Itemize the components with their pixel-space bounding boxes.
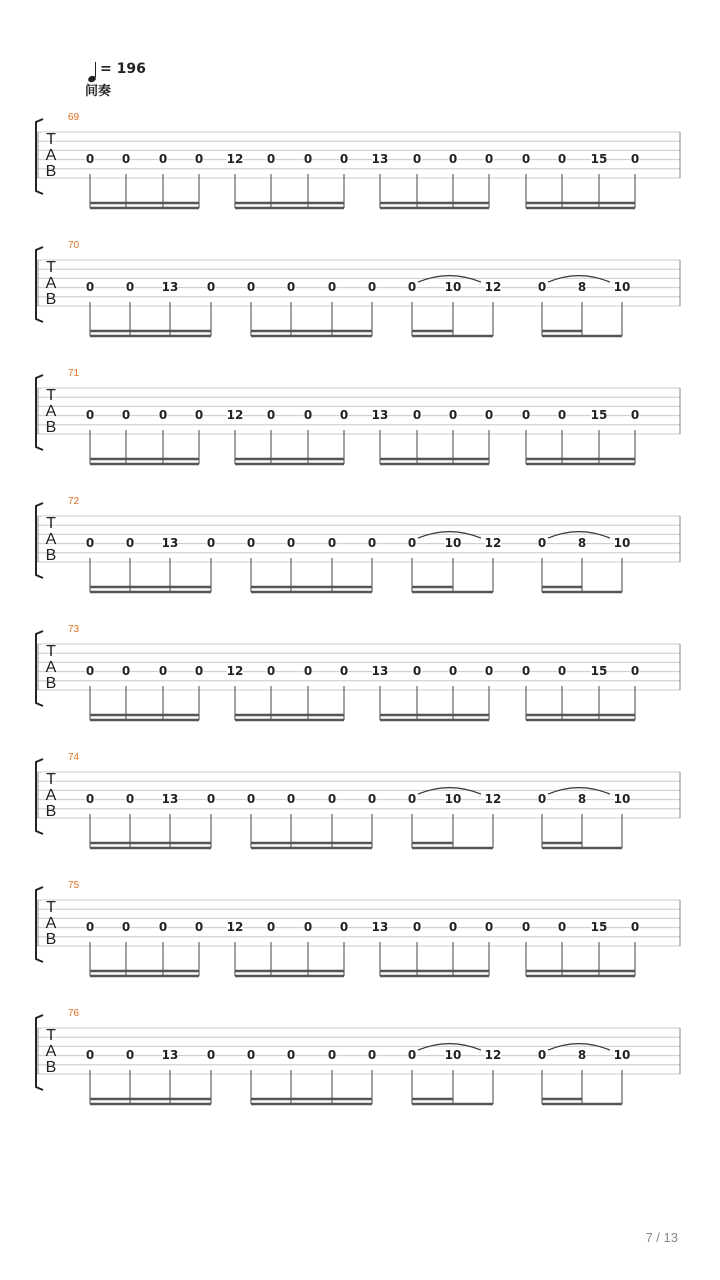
fret-number: 8 — [577, 792, 587, 807]
fret-number: 0 — [85, 664, 95, 679]
fret-number: 0 — [339, 152, 349, 167]
fret-number: 0 — [158, 664, 168, 679]
fret-number: 0 — [85, 920, 95, 935]
fret-number: 12 — [484, 792, 502, 807]
tab-clef-letter: T — [46, 771, 56, 788]
fret-number: 15 — [590, 152, 608, 167]
measure-number: 72 — [68, 496, 80, 507]
system-bracket — [36, 375, 43, 450]
tab-clef-letter: A — [45, 275, 57, 292]
fret-number: 13 — [161, 280, 179, 295]
fret-number: 12 — [484, 1048, 502, 1063]
fret-number: 0 — [367, 792, 377, 807]
fret-number: 0 — [521, 408, 531, 423]
fret-number: 15 — [590, 664, 608, 679]
fret-number: 0 — [339, 664, 349, 679]
fret-number: 13 — [371, 664, 389, 679]
tab-system — [36, 624, 680, 720]
tab-clef-letter: T — [46, 387, 56, 404]
fret-number: 0 — [206, 536, 216, 551]
fret-number: 0 — [448, 920, 458, 935]
tab-clef-letter: T — [46, 515, 56, 532]
tab-clef-letter: T — [46, 899, 56, 916]
fret-number: 10 — [444, 1048, 462, 1063]
fret-number: 13 — [161, 792, 179, 807]
tab-clef-letter: B — [45, 803, 57, 820]
fret-number: 0 — [407, 1048, 417, 1063]
fret-number: 0 — [194, 664, 204, 679]
fret-number: 0 — [521, 664, 531, 679]
measure-number: 73 — [68, 624, 80, 635]
system-bracket — [36, 503, 43, 578]
fret-number: 10 — [444, 792, 462, 807]
system-bracket — [36, 119, 43, 194]
fret-number: 0 — [537, 1048, 547, 1063]
tab-system — [36, 368, 680, 464]
fret-number: 13 — [161, 536, 179, 551]
fret-number: 0 — [327, 280, 337, 295]
tab-clef-letter: T — [46, 1027, 56, 1044]
measure-number: 74 — [68, 752, 80, 763]
page-number: 7 / 13 — [645, 1230, 678, 1245]
tab-clef-letter: A — [45, 915, 57, 932]
fret-number: 0 — [630, 920, 640, 935]
system-bracket — [36, 759, 43, 834]
system-bracket — [36, 631, 43, 706]
fret-number: 0 — [630, 152, 640, 167]
fret-number: 13 — [161, 1048, 179, 1063]
fret-number: 0 — [303, 408, 313, 423]
fret-number: 13 — [371, 408, 389, 423]
fret-number: 15 — [590, 408, 608, 423]
system-bracket — [36, 887, 43, 962]
tab-system — [36, 112, 680, 208]
tab-clef-letter: T — [46, 259, 56, 276]
fret-number: 0 — [206, 1048, 216, 1063]
tab-clef-letter: A — [45, 1043, 57, 1060]
tab-clef-letter: B — [45, 291, 57, 308]
fret-number: 0 — [303, 920, 313, 935]
tab-system — [36, 880, 680, 976]
tab-system — [36, 496, 680, 592]
fret-number: 0 — [327, 792, 337, 807]
tab-clef-letter: A — [45, 147, 57, 164]
fret-number: 0 — [407, 792, 417, 807]
fret-number: 12 — [484, 536, 502, 551]
fret-number: 0 — [407, 280, 417, 295]
measure-number: 76 — [68, 1008, 80, 1019]
fret-number: 0 — [158, 920, 168, 935]
fret-number: 0 — [246, 536, 256, 551]
fret-number: 0 — [194, 152, 204, 167]
fret-number: 0 — [286, 280, 296, 295]
tab-clef-letter: B — [45, 675, 57, 692]
fret-number: 0 — [448, 664, 458, 679]
fret-number: 0 — [367, 1048, 377, 1063]
fret-number: 0 — [85, 280, 95, 295]
tab-system — [36, 1008, 680, 1104]
fret-number: 0 — [521, 152, 531, 167]
tab-clef-letter: B — [45, 419, 57, 436]
system-bracket — [36, 247, 43, 322]
fret-number: 0 — [85, 792, 95, 807]
fret-number: 0 — [448, 408, 458, 423]
measure-number: 71 — [68, 368, 80, 379]
tab-clef-letter: B — [45, 547, 57, 564]
fret-number: 0 — [327, 536, 337, 551]
fret-number: 0 — [125, 792, 135, 807]
tab-clef-letter: A — [45, 403, 57, 420]
fret-number: 0 — [158, 152, 168, 167]
fret-number: 0 — [412, 408, 422, 423]
tab-clef-letter: B — [45, 931, 57, 948]
fret-number: 0 — [537, 792, 547, 807]
fret-number: 0 — [246, 280, 256, 295]
fret-number: 0 — [407, 536, 417, 551]
fret-number: 0 — [630, 408, 640, 423]
fret-number: 0 — [121, 152, 131, 167]
fret-number: 0 — [121, 664, 131, 679]
fret-number: 15 — [590, 920, 608, 935]
fret-number: 10 — [613, 1048, 631, 1063]
fret-number: 0 — [85, 536, 95, 551]
fret-number: 0 — [121, 920, 131, 935]
fret-number: 0 — [286, 536, 296, 551]
fret-number: 0 — [206, 280, 216, 295]
tab-clef-letter: A — [45, 531, 57, 548]
fret-number: 8 — [577, 280, 587, 295]
fret-number: 0 — [266, 664, 276, 679]
fret-number: 10 — [613, 280, 631, 295]
tab-system — [36, 752, 680, 848]
fret-number: 0 — [206, 792, 216, 807]
fret-number: 0 — [537, 536, 547, 551]
fret-number: 0 — [521, 920, 531, 935]
fret-number: 0 — [303, 664, 313, 679]
fret-number: 12 — [484, 280, 502, 295]
fret-number: 0 — [412, 664, 422, 679]
fret-number: 0 — [266, 920, 276, 935]
fret-number: 8 — [577, 1048, 587, 1063]
fret-number: 0 — [194, 920, 204, 935]
fret-number: 0 — [85, 152, 95, 167]
fret-number: 0 — [537, 280, 547, 295]
fret-number: 0 — [286, 792, 296, 807]
fret-number: 8 — [577, 536, 587, 551]
fret-number: 0 — [339, 408, 349, 423]
fret-number: 0 — [630, 664, 640, 679]
fret-number: 0 — [367, 536, 377, 551]
measure-number: 75 — [68, 880, 80, 891]
fret-number: 12 — [226, 152, 244, 167]
tempo-value: = 196 — [100, 61, 146, 77]
tab-clef-letter: B — [45, 163, 57, 180]
fret-number: 0 — [557, 920, 567, 935]
fret-number: 12 — [226, 408, 244, 423]
fret-number: 0 — [367, 280, 377, 295]
measure-number: 70 — [68, 240, 80, 251]
fret-number: 0 — [484, 664, 494, 679]
tab-clef-letter: T — [46, 131, 56, 148]
fret-number: 0 — [125, 536, 135, 551]
fret-number: 0 — [246, 1048, 256, 1063]
fret-number: 13 — [371, 920, 389, 935]
fret-number: 0 — [85, 1048, 95, 1063]
tab-clef-letter: T — [46, 643, 56, 660]
fret-number: 0 — [557, 408, 567, 423]
fret-number: 0 — [412, 920, 422, 935]
fret-number: 10 — [444, 536, 462, 551]
tab-clef-letter: A — [45, 787, 57, 804]
tab-clef-letter: B — [45, 1059, 57, 1076]
fret-number: 0 — [557, 664, 567, 679]
tab-clef-letter: A — [45, 659, 57, 676]
system-bracket — [36, 1015, 43, 1090]
fret-number: 0 — [412, 152, 422, 167]
fret-number: 0 — [339, 920, 349, 935]
fret-number: 0 — [484, 920, 494, 935]
fret-number: 13 — [371, 152, 389, 167]
fret-number: 10 — [444, 280, 462, 295]
measure-number: 69 — [68, 112, 80, 123]
fret-number: 0 — [327, 1048, 337, 1063]
fret-number: 0 — [125, 280, 135, 295]
fret-number: 12 — [226, 920, 244, 935]
fret-number: 0 — [85, 408, 95, 423]
fret-number: 0 — [448, 152, 458, 167]
fret-number: 0 — [266, 408, 276, 423]
fret-number: 0 — [158, 408, 168, 423]
fret-number: 0 — [557, 152, 567, 167]
fret-number: 0 — [286, 1048, 296, 1063]
fret-number: 10 — [613, 792, 631, 807]
fret-number: 0 — [246, 792, 256, 807]
fret-number: 0 — [303, 152, 313, 167]
fret-number: 0 — [125, 1048, 135, 1063]
fret-number: 0 — [484, 408, 494, 423]
fret-number: 0 — [194, 408, 204, 423]
fret-number: 12 — [226, 664, 244, 679]
fret-number: 0 — [484, 152, 494, 167]
fret-number: 0 — [266, 152, 276, 167]
fret-number: 10 — [613, 536, 631, 551]
fret-number: 0 — [121, 408, 131, 423]
tab-system — [36, 240, 680, 336]
section-label: 间奏 — [85, 84, 112, 99]
